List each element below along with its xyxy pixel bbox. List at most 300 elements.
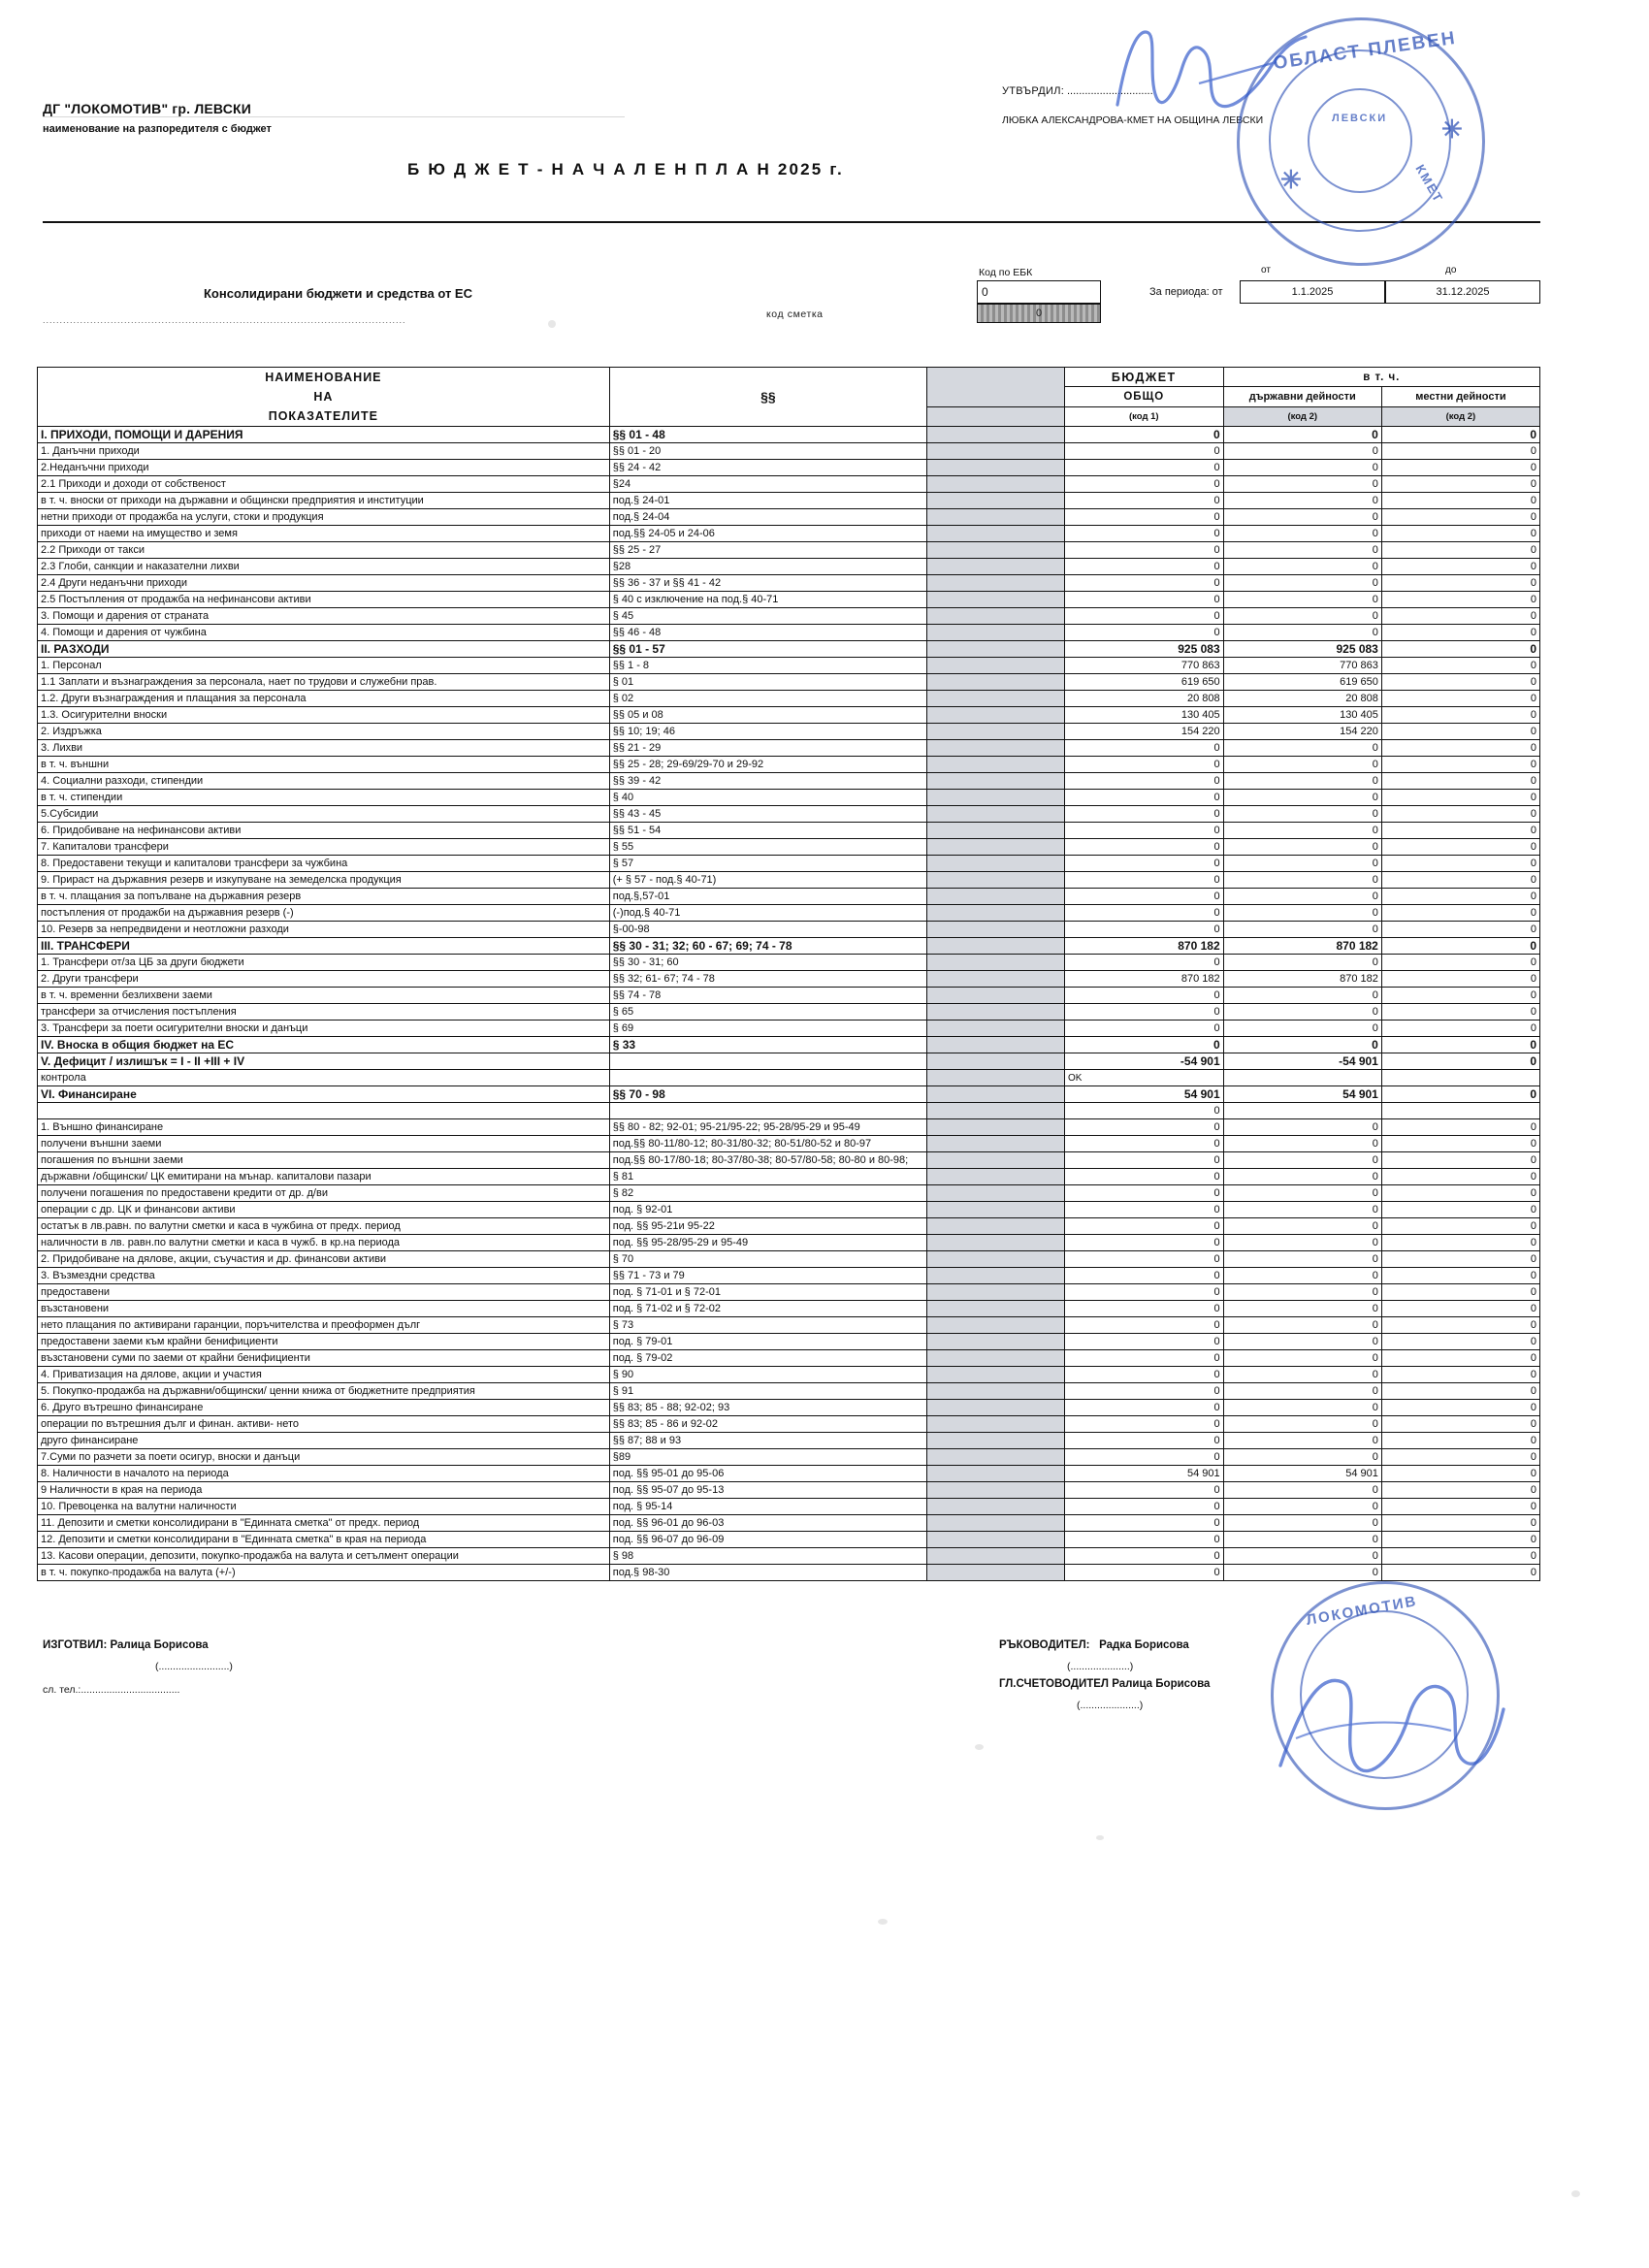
row-state-activities: 0 [1223,806,1381,823]
row-paragraph: под. §§ 95-21и 95-22 [609,1218,926,1235]
row-state-activities: 0 [1223,1449,1381,1466]
row-total: 0 [1064,1152,1223,1169]
row-label: 2. Придобиване на дялове, акции, съучастия и др. финансови активи [38,1251,610,1268]
row-total: 0 [1064,1301,1223,1317]
row-state-activities: 0 [1223,905,1381,922]
row-local-activities: 0 [1381,1301,1539,1317]
row-local-activities: 0 [1381,1433,1539,1449]
prepared-by-dots: (.........................) [155,1661,233,1672]
row-paragraph: под. § 92-01 [609,1202,926,1218]
row-label: 1.1 Заплати и възнаграждения за персонала, нает по трудови и служебни прав. [38,674,610,691]
row-state-activities: 870 182 [1223,971,1381,988]
row-label: нето плащания по активирани гаранции, поръчителства и преоформен дълг [38,1317,610,1334]
row-label: 2.4 Други неданъчни приходи [38,575,610,592]
row-total: 0 [1064,443,1223,460]
row-local-activities: 0 [1381,1350,1539,1367]
table-row [38,856,1540,872]
row-total: 770 863 [1064,658,1223,674]
row-local-activities: 0 [1381,1251,1539,1268]
row-paragraph: § 65 [609,1004,926,1021]
row-local-activities: 0 [1381,542,1539,559]
row-local-activities: 0 [1381,460,1539,476]
scan-artifact-4 [1571,2190,1580,2197]
row-total: 870 182 [1064,971,1223,988]
prepared-by [43,1639,209,1651]
row-label: IV. Вноска в общия бюджет на ЕС [38,1037,610,1053]
row-state-activities: 925 083 [1223,641,1381,658]
row-paragraph: §§ 36 - 37 и §§ 41 - 42 [609,575,926,592]
table-row [38,938,1540,955]
col-header-local-activities: местни дейности [1381,387,1539,406]
row-paragraph: § 82 [609,1185,926,1202]
row-paragraph: §§ 10; 19; 46 [609,724,926,740]
row-label: 1. Данъчни приходи [38,443,610,460]
row-local-activities: 0 [1381,1383,1539,1400]
row-blank-cell [927,872,1065,889]
row-total: 54 901 [1064,1466,1223,1482]
row-blank-cell [927,608,1065,625]
row-blank-cell [927,592,1065,608]
row-label: 3. Лихви [38,740,610,757]
row-total: 0 [1064,872,1223,889]
row-state-activities: 0 [1223,443,1381,460]
header-rule [43,116,625,117]
table-row [38,1268,1540,1284]
row-label: 6. Друго вътрешно финансиране [38,1400,610,1416]
row-total: 0 [1064,1383,1223,1400]
row-blank-cell [927,1334,1065,1350]
row-paragraph: под.§§ 80-11/80-12; 80-31/80-32; 80-51/80-52 и 80-97 [609,1136,926,1152]
row-blank-cell [927,1350,1065,1367]
row-total: 0 [1064,608,1223,625]
row-label: получени погашения по предоставени кредити от др. д/ви [38,1185,610,1202]
row-local-activities: 0 [1381,757,1539,773]
row-local-activities: 0 [1381,773,1539,790]
table-row [38,1169,1540,1185]
row-state-activities: 0 [1223,526,1381,542]
row-label: 2.1 Приходи и доходи от собственост [38,476,610,493]
row-label: 4. Помощи и дарения от чужбина [38,625,610,641]
row-blank-cell [927,905,1065,922]
row-label: трансфери за отчисления постъпления [38,1004,610,1021]
table-row [38,641,1540,658]
table-row [38,1466,1540,1482]
prepared-by-label: ИЗГОТВИЛ: [43,1639,108,1651]
municipal-stamp-star-left: ✳ [1280,165,1304,194]
row-label: в т. ч. стипендии [38,790,610,806]
row-label: 4. Социални разходи, стипендии [38,773,610,790]
row-state-activities: 0 [1223,1565,1381,1581]
row-total: 0 [1064,625,1223,641]
row-state-activities: 54 901 [1223,1086,1381,1103]
row-state-activities: 0 [1223,592,1381,608]
row-state-activities: 0 [1223,1185,1381,1202]
row-local-activities: 0 [1381,1021,1539,1037]
row-local-activities: 0 [1381,1218,1539,1235]
row-state-activities: 0 [1223,1317,1381,1334]
row-state-activities: 0 [1223,1350,1381,1367]
table-row [38,509,1540,526]
row-state-activities: 0 [1223,823,1381,839]
row-local-activities: 0 [1381,1367,1539,1383]
row-state-activities: 0 [1223,1119,1381,1136]
table-row [38,1218,1540,1235]
row-local-activities: 0 [1381,1400,1539,1416]
row-blank-cell [927,1037,1065,1053]
approved-by-dots: ............................. [1067,85,1153,97]
row-paragraph: § 55 [609,839,926,856]
row-local-activities: 0 [1381,905,1539,922]
row-blank-cell [927,674,1065,691]
row-blank-cell [927,1185,1065,1202]
table-row [38,427,1540,443]
row-total: 870 182 [1064,938,1223,955]
row-state-activities: 0 [1223,955,1381,971]
row-total: 0 [1064,1119,1223,1136]
row-label: операции с др. ЦК и финансови активи [38,1202,610,1218]
row-state-activities: 0 [1223,608,1381,625]
row-blank-cell [927,856,1065,872]
row-paragraph: § 90 [609,1367,926,1383]
row-blank-cell [927,1301,1065,1317]
row-local-activities: 0 [1381,1086,1539,1103]
row-blank-cell [927,806,1065,823]
row-local-activities: 0 [1381,641,1539,658]
account-code-label: код сметкa [766,308,824,320]
row-local-activities: 0 [1381,790,1539,806]
row-blank-cell [927,1070,1065,1086]
row-total: 0 [1064,1103,1223,1119]
organization-subtitle: наименование на разпоредителя с бюджет [43,123,272,135]
row-label: предоставени заеми към крайни бенифициенти [38,1334,610,1350]
row-state-activities: 0 [1223,1416,1381,1433]
row-state-activities: 0 [1223,1152,1381,1169]
row-local-activities: 0 [1381,889,1539,905]
row-state-activities: 0 [1223,1037,1381,1053]
row-paragraph: под.§,57-01 [609,889,926,905]
row-label: 2. Издръжка [38,724,610,740]
row-local-activities: 0 [1381,872,1539,889]
row-total: 0 [1064,1185,1223,1202]
row-blank-cell [927,1169,1065,1185]
row-total: 0 [1064,1169,1223,1185]
municipal-stamp-text-city: ЛЕВСКИ [1332,113,1388,124]
row-paragraph: §§ 32; 61- 67; 74 - 78 [609,971,926,988]
row-local-activities: 0 [1381,1466,1539,1482]
row-blank-cell [927,955,1065,971]
row-state-activities: 0 [1223,509,1381,526]
row-state-activities: 0 [1223,1136,1381,1152]
row-blank-cell [927,988,1065,1004]
row-blank-cell [927,509,1065,526]
table-row [38,526,1540,542]
row-total: 0 [1064,740,1223,757]
row-total: 619 650 [1064,674,1223,691]
table-row [38,559,1540,575]
row-paragraph: §§ 30 - 31; 32; 60 - 67; 69; 74 - 78 [609,938,926,955]
row-label: възстановени суми по заеми от крайни бенифициенти [38,1350,610,1367]
row-paragraph: § 91 [609,1383,926,1400]
row-label: получени външни заеми [38,1136,610,1152]
table-row [38,1383,1540,1400]
table-row [38,872,1540,889]
row-paragraph: под. § 71-02 и § 72-02 [609,1301,926,1317]
row-blank-cell [927,542,1065,559]
row-state-activities: 0 [1223,476,1381,493]
office-phone-label: сл. тел.:................................... [43,1684,180,1696]
row-blank-cell [927,1218,1065,1235]
row-blank-cell [927,1416,1065,1433]
row-blank-cell [927,526,1065,542]
row-total: 0 [1064,922,1223,938]
row-paragraph: §§ 51 - 54 [609,823,926,839]
row-state-activities: 0 [1223,1548,1381,1565]
table-row [38,889,1540,905]
budget-table-body [38,427,1540,1581]
row-local-activities: 0 [1381,674,1539,691]
row-state-activities: 770 863 [1223,658,1381,674]
row-total: 0 [1064,1268,1223,1284]
period-label: За периода: от [1149,286,1223,298]
row-local-activities: 0 [1381,724,1539,740]
kindergarten-stamp-text: ЛОКОМОТИВ [1305,1593,1419,1629]
row-total: 0 [1064,460,1223,476]
row-label: предоставени [38,1284,610,1301]
row-blank-cell [927,740,1065,757]
row-total: 0 [1064,1350,1223,1367]
row-local-activities: 0 [1381,1548,1539,1565]
row-label: държавни /общински/ ЦК емитирани на мънар. капиталови пазари [38,1169,610,1185]
row-blank-cell [927,1202,1065,1218]
row-paragraph: § 70 [609,1251,926,1268]
row-total: 925 083 [1064,641,1223,658]
prepared-by-name: Ралица Борисова [110,1639,209,1651]
row-label: I. ПРИХОДИ, ПОМОЩИ И ДАРЕНИЯ [38,427,610,443]
col-header-budget: БЮДЖЕТ [1064,368,1223,387]
row-label: 8. Предоставени текущи и капиталови трансфери за чужбина [38,856,610,872]
row-blank-cell [927,575,1065,592]
row-blank-cell [927,625,1065,641]
col-header-name [38,368,610,427]
row-local-activities: 0 [1381,955,1539,971]
row-paragraph: §§ 83; 85 - 86 и 92-02 [609,1416,926,1433]
row-state-activities: 0 [1223,559,1381,575]
row-state-activities: 0 [1223,1284,1381,1301]
row-total: 0 [1064,988,1223,1004]
row-label: постъпления от продажби на държавния резерв (-) [38,905,610,922]
row-label: 7. Капиталови трансфери [38,839,610,856]
row-total: 0 [1064,1218,1223,1235]
row-state-activities: 0 [1223,1433,1381,1449]
row-paragraph: §§ 71 - 73 и 79 [609,1268,926,1284]
row-paragraph: §§ 24 - 42 [609,460,926,476]
table-row [38,1449,1540,1466]
row-total: 0 [1064,1367,1223,1383]
row-total: 0 [1064,1416,1223,1433]
row-blank-cell [927,1103,1065,1119]
row-state-activities: 130 405 [1223,707,1381,724]
row-state-activities: 154 220 [1223,724,1381,740]
approved-by-label: УТВЪРДИЛ: [1002,85,1065,97]
row-paragraph: §§ 74 - 78 [609,988,926,1004]
table-row [38,1136,1540,1152]
row-state-activities: 0 [1223,889,1381,905]
row-blank-cell [927,1086,1065,1103]
row-paragraph: §89 [609,1449,926,1466]
row-paragraph: §§ 70 - 98 [609,1086,926,1103]
row-total: 0 [1064,790,1223,806]
row-paragraph: §§ 25 - 27 [609,542,926,559]
period-from-label: от [1261,265,1271,275]
table-row [38,1021,1540,1037]
row-state-activities: -54 901 [1223,1053,1381,1070]
row-paragraph: § 73 [609,1317,926,1334]
row-total: 0 [1064,575,1223,592]
table-row [38,1548,1540,1565]
row-total: 0 [1064,1037,1223,1053]
row-label: VI. Финансиране [38,1086,610,1103]
row-state-activities: 0 [1223,1400,1381,1416]
table-row [38,823,1540,839]
row-blank-cell [927,1548,1065,1565]
row-blank-cell [927,971,1065,988]
row-label: 9. Прираст на държавния резерв и изкупуване на земеделска продукция [38,872,610,889]
table-row [38,1334,1540,1350]
row-local-activities: 0 [1381,1152,1539,1169]
table-row [38,691,1540,707]
row-blank-cell [927,839,1065,856]
manager-dots: (.....................) [1067,1661,1134,1672]
ebk-code-value-shaded: 0 [977,304,1101,323]
row-blank-cell [927,427,1065,443]
row-local-activities: 0 [1381,1284,1539,1301]
row-label: контрола [38,1070,610,1086]
row-paragraph: §§ 01 - 48 [609,427,926,443]
row-local-activities: 0 [1381,856,1539,872]
row-paragraph: §§ 39 - 42 [609,773,926,790]
ebk-code-label: Код по ЕБК [979,267,1033,278]
table-row [38,1185,1540,1202]
row-paragraph: § 02 [609,691,926,707]
accountant-signature [1261,1649,1513,1804]
table-row [38,1515,1540,1532]
row-state-activities: 0 [1223,1334,1381,1350]
row-local-activities: 0 [1381,625,1539,641]
row-total: 0 [1064,1136,1223,1152]
table-row [38,443,1540,460]
row-blank-cell [927,1532,1065,1548]
row-label: 10. Резерв за непредвидени и неотложни разходи [38,922,610,938]
row-total: 0 [1064,509,1223,526]
table-row [38,1482,1540,1499]
row-blank-cell [927,1268,1065,1284]
row-paragraph: под. §§ 95-28/95-29 и 95-49 [609,1235,926,1251]
row-blank-cell [927,757,1065,773]
row-blank-cell [927,1119,1065,1136]
row-paragraph: под.§§ 24-05 и 24-06 [609,526,926,542]
table-row [38,806,1540,823]
col-code-1: (код 1) [1064,406,1223,426]
row-total: 0 [1064,542,1223,559]
table-row [38,1416,1540,1433]
row-label: 2. Други трансфери [38,971,610,988]
chief-accountant-name: Ралица Борисова [1112,1678,1211,1690]
table-row [38,1103,1540,1119]
table-row [38,1433,1540,1449]
row-state-activities: 0 [1223,839,1381,856]
row-state-activities: 0 [1223,1515,1381,1532]
row-label: в т. ч. покупко-продажба на валута (+/-) [38,1565,610,1581]
row-paragraph: под. § 71-01 и § 72-01 [609,1284,926,1301]
table-row [38,905,1540,922]
row-paragraph: §§ 1 - 8 [609,658,926,674]
table-row [38,1284,1540,1301]
row-local-activities: 0 [1381,1565,1539,1581]
row-label: в т. ч. вноски от приходи на държавни и общински предприятия и институции [38,493,610,509]
table-row [38,1152,1540,1169]
row-label: нетни приходи от продажба на услуги, стоки и продукция [38,509,610,526]
row-label: възстановени [38,1301,610,1317]
row-total: 0 [1064,1235,1223,1251]
manager-label: РЪКОВОДИТЕЛ: [999,1639,1090,1651]
row-label: 5. Покупко-продажба на държавни/общински/ ценни книжа от бюджетните предприятия [38,1383,610,1400]
row-label: III. ТРАНСФЕРИ [38,938,610,955]
row-paragraph: §§ 83; 85 - 88; 92-02; 93 [609,1400,926,1416]
row-total: 0 [1064,1284,1223,1301]
table-row [38,493,1540,509]
table-row [38,1350,1540,1367]
row-label [38,1103,610,1119]
row-blank-cell [927,1449,1065,1466]
row-paragraph: §§ 43 - 45 [609,806,926,823]
row-state-activities: 0 [1223,1301,1381,1317]
row-total: 0 [1064,1532,1223,1548]
row-paragraph: под. § 79-02 [609,1350,926,1367]
row-state-activities: 20 808 [1223,691,1381,707]
row-total: -54 901 [1064,1053,1223,1070]
row-total: 0 [1064,559,1223,575]
consolidated-label: Консолидирани бюджети и средства от ЕС [204,286,472,301]
row-state-activities: 0 [1223,575,1381,592]
row-local-activities: 0 [1381,1119,1539,1136]
row-state-activities: 0 [1223,988,1381,1004]
table-row [38,1400,1540,1416]
row-paragraph: под. §§ 95-01 до 95-06 [609,1466,926,1482]
row-blank-cell [927,641,1065,658]
row-paragraph [609,1103,926,1119]
row-blank-cell [927,443,1065,460]
scan-artifact-1 [878,1919,888,1925]
table-row [38,575,1540,592]
row-state-activities: 0 [1223,1268,1381,1284]
row-paragraph: (+ § 57 - под.§ 40-71) [609,872,926,889]
row-blank-cell [927,1235,1065,1251]
row-paragraph: § 01 [609,674,926,691]
table-row [38,542,1540,559]
row-paragraph: § 69 [609,1021,926,1037]
row-blank-cell [927,1383,1065,1400]
table-row [38,1053,1540,1070]
row-blank-cell [927,1482,1065,1499]
row-paragraph: § 45 [609,608,926,625]
row-paragraph: §24 [609,476,926,493]
period-to-label: до [1445,265,1457,275]
col-header-total: ОБЩО [1064,387,1223,406]
table-row [38,1251,1540,1268]
table-row [38,1086,1540,1103]
col-header-blank [927,368,1065,407]
table-row [38,674,1540,691]
